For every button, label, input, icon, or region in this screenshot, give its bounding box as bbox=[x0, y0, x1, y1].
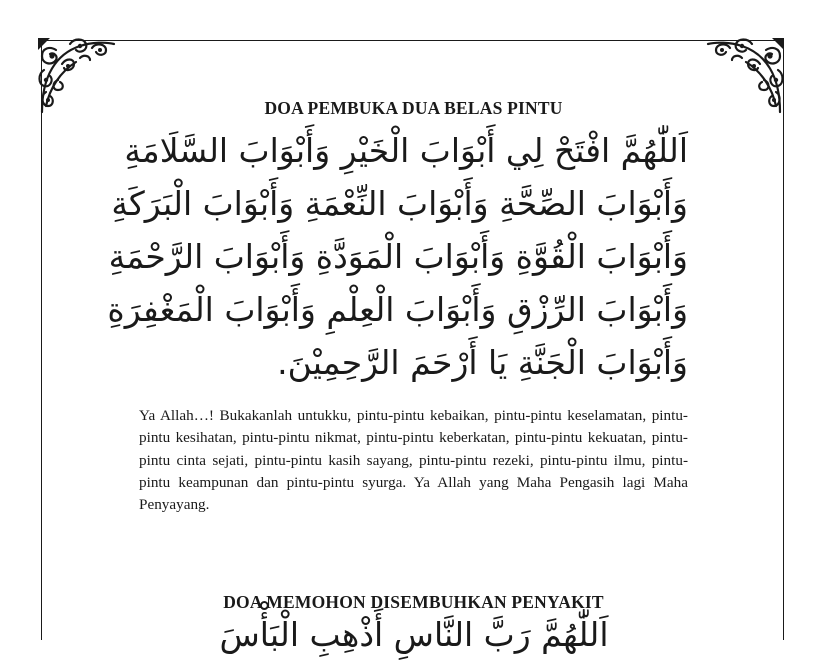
section-title-doa-memohon: DOA MEMOHON DISEMBUHKAN PENYAKIT bbox=[223, 592, 604, 612]
arabic-partial-text: اَللّٰهُمَّ رَبَّ النَّاسِ أَذْهِبِ الْبَأْسَ bbox=[219, 615, 609, 654]
arabic-partial-line bbox=[140, 615, 688, 654]
arabic-line-3: وَأَبْوَابَ الْقُوَّةِ وَأَبْوَابَ الْمَوَدَّةِ وَأَبْوَابَ الرَّحْمَةِ bbox=[108, 237, 688, 276]
arabic-line-2: وَأَبْوَابَ الصِّحَّةِ وَأَبْوَابَ النِّعْمَةِ وَأَبْوَابَ الْبَرَكَةِ bbox=[111, 184, 688, 223]
arabic-line-5: وَأَبْوَابَ الْجَنَّةِ يَا أَرْحَمَ الرَّحِمِيْنَ. bbox=[277, 343, 688, 382]
arabic-prayer-text bbox=[107, 124, 688, 389]
section-title-doa-pembuka: DOA PEMBUKA DUA BELAS PINTU bbox=[264, 98, 563, 118]
arabic-line-4: وَأَبْوَابَ الرِّزْقِ وَأَبْوَابَ الْعِلْمِ وَأَبْوَابَ الْمَغْفِرَةِ bbox=[107, 290, 688, 329]
translation-paragraph: Ya Allah…! Bukakanlah untukku, pintu-pintu kebaikan, pintu-pintu keselamatan, pintu-pintu kesihatan, pintu-pintu nikmat, pintu-pintu keberkatan, pintu-pintu kekuatan, pintu-pintu cinta sejati, pintu-pintu kasih sayang, pintu-pintu rezeki, pintu-pintu ilmu, pintu-pintu keampunan dan pintu-pintu syurga. Ya Allah yang Maha Pengasih lagi Maha Penyayang. bbox=[139, 407, 688, 514]
arabic-line-1: اَللّٰهُمَّ افْتَحْ لِي أَبْوَابَ الْخَيْرِ وَأَبْوَابَ السَّلَامَةِ bbox=[124, 131, 688, 170]
